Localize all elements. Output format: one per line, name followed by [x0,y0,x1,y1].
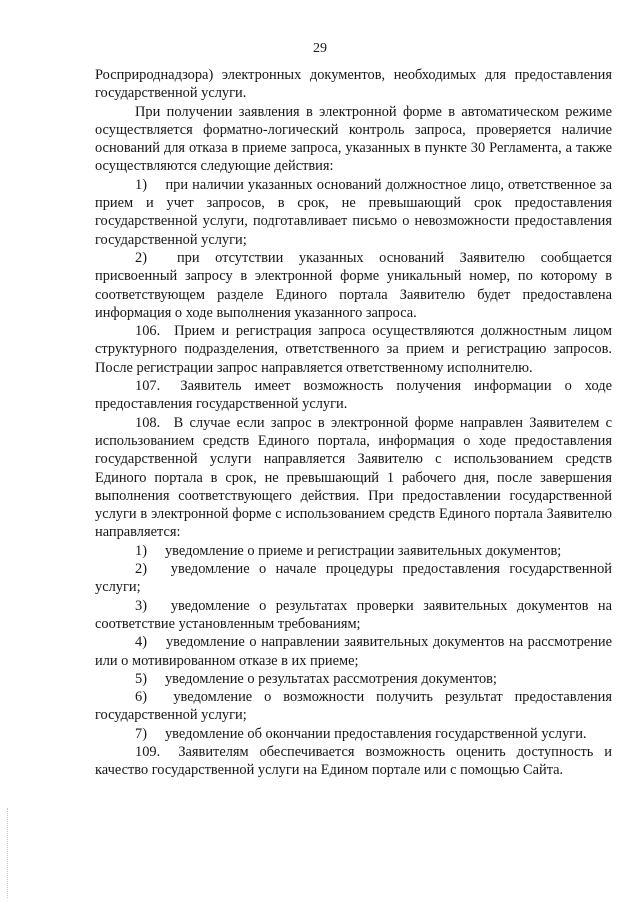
paragraph-107: 107. Заявитель имеет возможность получения информации о ходе предоставления государственной услуги. [95,378,612,413]
paragraph-108: 108. В случае если запрос в электронной форме направлен Заявителем с использованием средств Единого портала, информация о ходе предоставления государственной услуги направляется Заявителю с использованием средств Единого портала в срок, не превышающий 1 рабочего дня, после завершения выполнения соответствующего действия. При предоставлении государственной услуги в электронной форме с использованием средств Единого портала Заявителю направляется: [95,414,612,541]
list-item-notice-3: 3) уведомление о результатах проверки заявительных документов на соответствие установленным требованиям; [95,597,612,632]
paragraph-106: 106. Прием и регистрация запроса осуществляются должностным лицом структурного подразделения, ответственного за прием и регистрацию запросов. После регистрации запрос направляется ответственному исполнителю. [95,323,612,376]
paragraph-auto-check: При получении заявления в электронной форме в автоматическом режиме осуществляется форматно-логический контроль запроса, проверяется наличие оснований для отказа в приеме запроса, указанных в пункте 30 Регламента, а также осуществляются следующие действия: [95,103,612,175]
list-item-action-2: 2) при отсутствии указанных оснований Заявителю сообщается присвоенный запросу в электронной форме уникальный номер, по которому в соответствующем разделе Единого портала Заявителю будет предоставлена информация о ходе выполнения указанного запроса. [95,249,612,321]
paragraph-intro-continuation: Росприроднадзора) электронных документов, необходимых для предоставления государственной услуги. [95,67,612,102]
page-number: 29 [313,41,327,56]
list-item-notice-5: 5) уведомление о результатах рассмотрения документов; [135,670,497,687]
list-item-action-1: 1) при наличии указанных оснований должностное лицо, ответственное за прием и учет запросов, в срок, не превышающий срок предоставления государственной услуги, подготавливает письмо о невозможности предоставления государственной услуги; [95,176,612,248]
list-item-notice-7: 7) уведомление об окончании предоставления государственной услуги. [135,725,587,742]
scan-edge-mark [7,808,9,898]
list-item-notice-6: 6) уведомление о возможности получить результат предоставления государственной услуги; [95,689,612,724]
paragraph-109: 109. Заявителям обеспечивается возможность оценить доступность и качество государственной услуги на Едином портале или с помощью Сайта. [95,743,612,779]
document-body [95,66,612,780]
list-item-notice-2: 2) уведомление о начале процедуры предоставления государственной услуги; [95,561,612,596]
list-item-notice-4: 4) уведомление о направлении заявительных документов на рассмотрение или о мотивированном отказе в их приеме; [95,634,612,669]
list-item-notice-1: 1) уведомление о приеме и регистрации заявительных документов; [135,542,562,559]
